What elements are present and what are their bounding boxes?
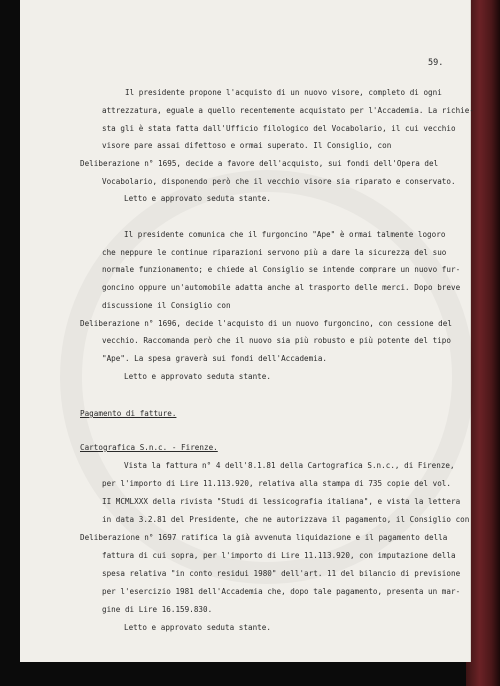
text-line: II MCMLXXX della rivista "Studi di lessicografia italiana", e vista la lettera bbox=[102, 497, 461, 506]
text-line: visore pare assai difettoso e ormai superato. Il Consiglio, con bbox=[102, 141, 392, 150]
section-heading: Pagamento di fatture. bbox=[80, 409, 177, 418]
text-line: Il presidente propone l'acquisto di un nuovo visore, completo di ogni bbox=[125, 88, 442, 97]
text-line: spesa relativa "in conto residui 1980" dell'art. 11 del bilancio di previsione bbox=[102, 569, 461, 578]
text-line: normale funzionamento; e chiede al Consiglio se intende comprare un nuovo fur- bbox=[102, 265, 461, 274]
text-line: fattura di cui sopra, per l'importo di Lire 11.113.920, con imputazione della bbox=[102, 551, 456, 560]
text-line: che neppure le continue riparazioni servono più a dare la sicurezza del suo bbox=[102, 248, 447, 257]
text-line: per l'esercizio 1981 dell'Accademia che, dopo tale pagamento, presenta un mar- bbox=[102, 587, 461, 596]
text-line: Vocabolario, disponendo però che il vecchio visore sia riparato e conservato. bbox=[102, 177, 456, 186]
document-page bbox=[20, 0, 474, 662]
text-line: Deliberazione n° 1696, decide l'acquisto di un nuovo furgoncino, con cessione del bbox=[80, 319, 452, 328]
text-line: sta gli è stata fatta dall'Ufficio filologico del Vocabolario, il cui vecchio bbox=[102, 124, 456, 133]
text-line: attrezzatura, eguale a quello recentemente acquistato per l'Accademia. La richie- bbox=[102, 106, 474, 115]
text-line: vecchio. Raccomanda però che il nuovo sia più robusto e più potente del tipo bbox=[102, 336, 451, 345]
text-line: Il presidente comunica che il furgoncino "Ape" è ormai talmente logoro bbox=[124, 230, 446, 239]
approval-line: Letto e approvato seduta stante. bbox=[124, 623, 271, 632]
text-line: Vista la fattura n° 4 dell'8.1.81 della Cartografica S.n.c., di Firenze, bbox=[124, 461, 455, 470]
page-number: 59. bbox=[428, 58, 444, 68]
section-subheading: Cartografica S.n.c. - Firenze. bbox=[80, 443, 218, 452]
text-line: discussione il Consiglio con bbox=[102, 301, 231, 310]
text-line: "Ape". La spesa graverà sui fondi dell'Accademia. bbox=[102, 354, 327, 363]
text-line: per l'importo di Lire 11.113.920, relativa alla stampa di 735 copie del vol. bbox=[102, 479, 451, 488]
text-line: Deliberazione n° 1695, decide a favore dell'acquisto, sui fondi dell'Opera del bbox=[80, 159, 439, 168]
text-line: in data 3.2.81 del Presidente, che ne autorizzava il pagamento, il Consiglio con bbox=[102, 515, 470, 524]
text-line: goncino oppure un'automobile adatta anche al trasporto delle merci. Dopo breve bbox=[102, 283, 461, 292]
text-line: gine di Lire 16.159.830. bbox=[102, 605, 213, 614]
approval-line: Letto e approvato seduta stante. bbox=[124, 372, 271, 381]
text-line: Deliberazione n° 1697 ratifica la già avvenuta liquidazione e il pagamento della bbox=[80, 533, 448, 542]
approval-line: Letto e approvato seduta stante. bbox=[124, 194, 271, 203]
